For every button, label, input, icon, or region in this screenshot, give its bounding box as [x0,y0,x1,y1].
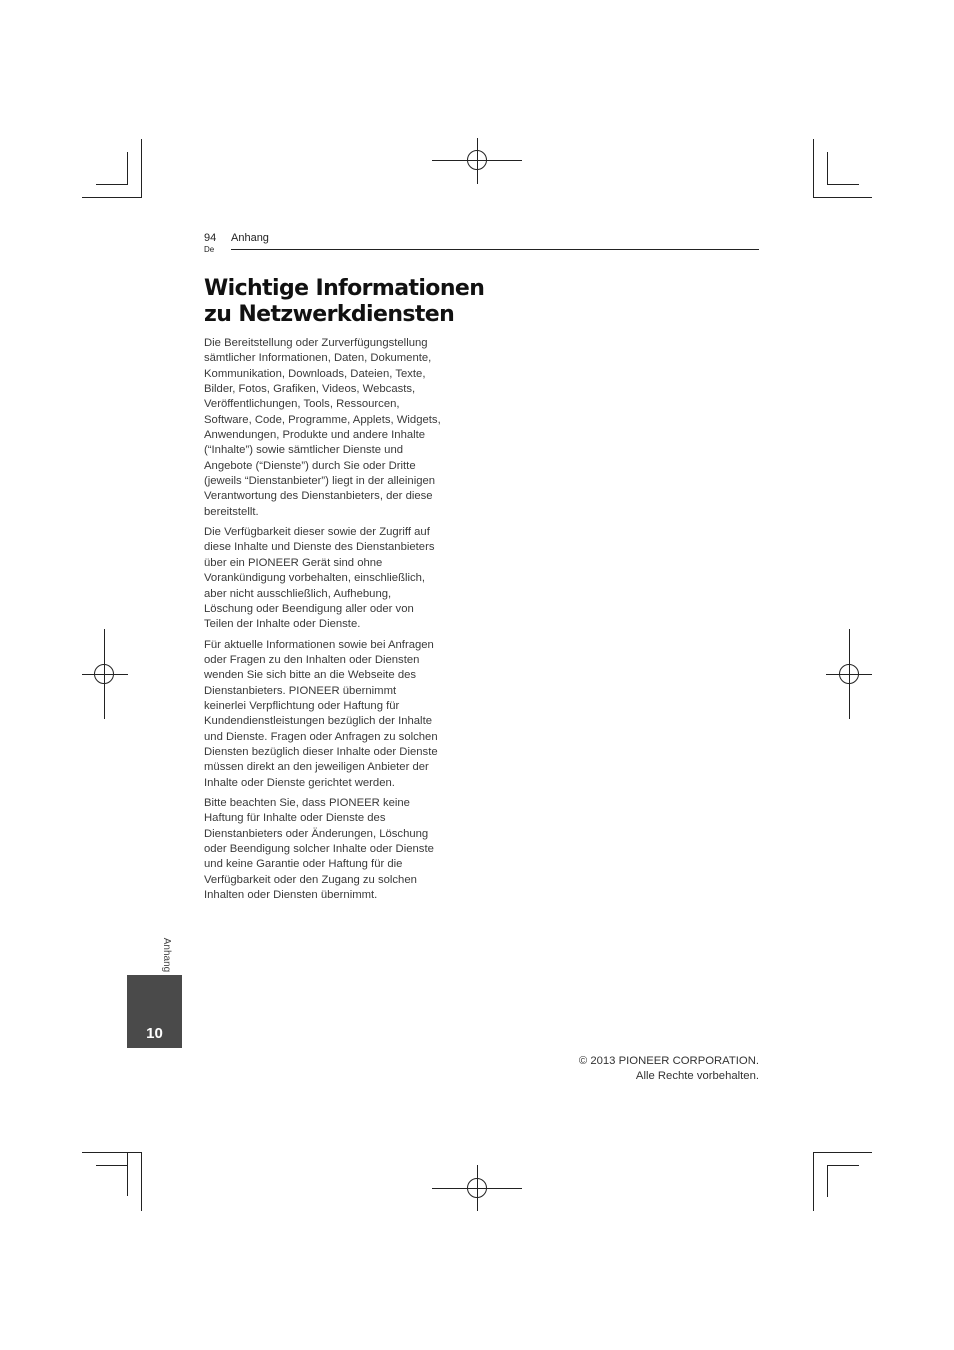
text-line: Verfügbarkeit oder den Zugang zu solchen [204,873,417,886]
text-line: Inhalte oder Dienste gerichtet werden. [204,776,395,789]
header-rule [231,249,759,250]
text-line: müssen direkt an den jeweiligen Anbieter der [204,761,429,774]
text-line: Für aktuelle Informationen sowie bei Anfragen [204,638,434,651]
text-line: Diensten bezüglich dieser Inhalte oder Dienste [204,745,438,758]
text-line: sämtlicher Informationen, Daten, Dokumente, [204,352,432,365]
language-code: De [204,245,215,254]
text-line: Verantwortung des Dienstanbieters, der diese [204,490,433,503]
article-body [204,336,472,908]
paragraph [204,638,472,791]
text-line: Kundendienstleistungen bezüglich der Inhalte [204,715,432,728]
text-line: Die Verfügbarkeit dieser sowie der Zugriff auf [204,526,430,539]
text-line: Dienstanbieters. PIONEER übernimmt [204,684,397,697]
text-line: Kommunikation, Downloads, Dateien, Texte, [204,367,426,380]
text-line: Bilder, Fotos, Grafiken, Videos, Webcasts, [204,383,416,396]
text-line: Teilen der Inhalte oder Dienste. [204,618,361,631]
title-line: Wichtige Informationen [204,276,485,301]
text-line: Angebote (“Dienste”) durch Sie oder Dritte [204,459,416,472]
text-line: über ein PIONEER Gerät sind ohne [204,556,383,569]
paragraph [204,525,472,632]
text-line: Vorankündigung vorbehalten, einschließlich, [204,572,426,585]
text-line: oder Fragen zu den Inhalten oder Diensten [204,653,420,666]
text-line: aber nicht ausschließlich, Aufhebung, [204,587,392,600]
text-line: Die Bereitstellung oder Zurverfügungstellung [204,337,428,349]
text-line: Inhalten oder Diensten übernimmt. [204,889,378,902]
text-line: Löschung oder Beendigung aller oder von [204,602,414,615]
text-line: Bitte beachten Sie, dass PIONEER keine [204,796,410,809]
chapter-tab [127,975,182,1048]
section-label: Anhang [231,232,269,244]
text-line: keinerlei Verpflichtung oder Haftung für [204,699,400,712]
text-line: Veröffentlichungen, Tools, Ressourcen, [204,398,400,411]
text-line: bereitstellt. [204,505,259,518]
paragraph [204,336,472,520]
text-line: Dienstanbieters oder Änderungen, Löschung [204,827,429,840]
registration-mark-left [82,629,128,719]
copyright-notice [500,1054,759,1084]
side-tab-label: Anhang [161,937,172,973]
registration-mark-right [826,629,872,719]
paragraph [204,796,472,903]
title-line: zu Netzwerkdiensten [204,302,455,327]
text-line: oder Beendigung solcher Inhalte oder Dienste [204,843,434,855]
page-number: 94 [204,232,217,244]
text-line: Haftung für Inhalte oder Dienste des [204,812,386,825]
text-line: (jeweils “Dienstanbieter”) liegt in der alleinigen [204,475,436,488]
registration-mark-bottom [432,1165,522,1211]
text-line: und Dienste. Fragen oder Anfragen zu solchen [204,730,438,743]
text-line: Anwendungen, Produkte und andere Inhalte [204,429,426,442]
text-line: diese Inhalte und Dienste des Dienstanbieters [204,541,435,554]
chapter-number: 10 [146,1025,163,1042]
text-line: (“Inhalte”) sowie sämtlicher Dienste und [204,444,404,457]
text-line: und keine Garantie oder Haftung für die [204,858,403,871]
text-line: Software, Code, Programme, Applets, Widgets, [204,413,441,426]
registration-mark-top [432,138,522,184]
text-line: wenden Sie sich bitte an die Webseite des [204,669,417,682]
rights-line: Alle Rechte vorbehalten. [635,1070,759,1082]
copyright-line: © 2013 PIONEER CORPORATION. [578,1055,759,1067]
page-title [204,276,524,328]
